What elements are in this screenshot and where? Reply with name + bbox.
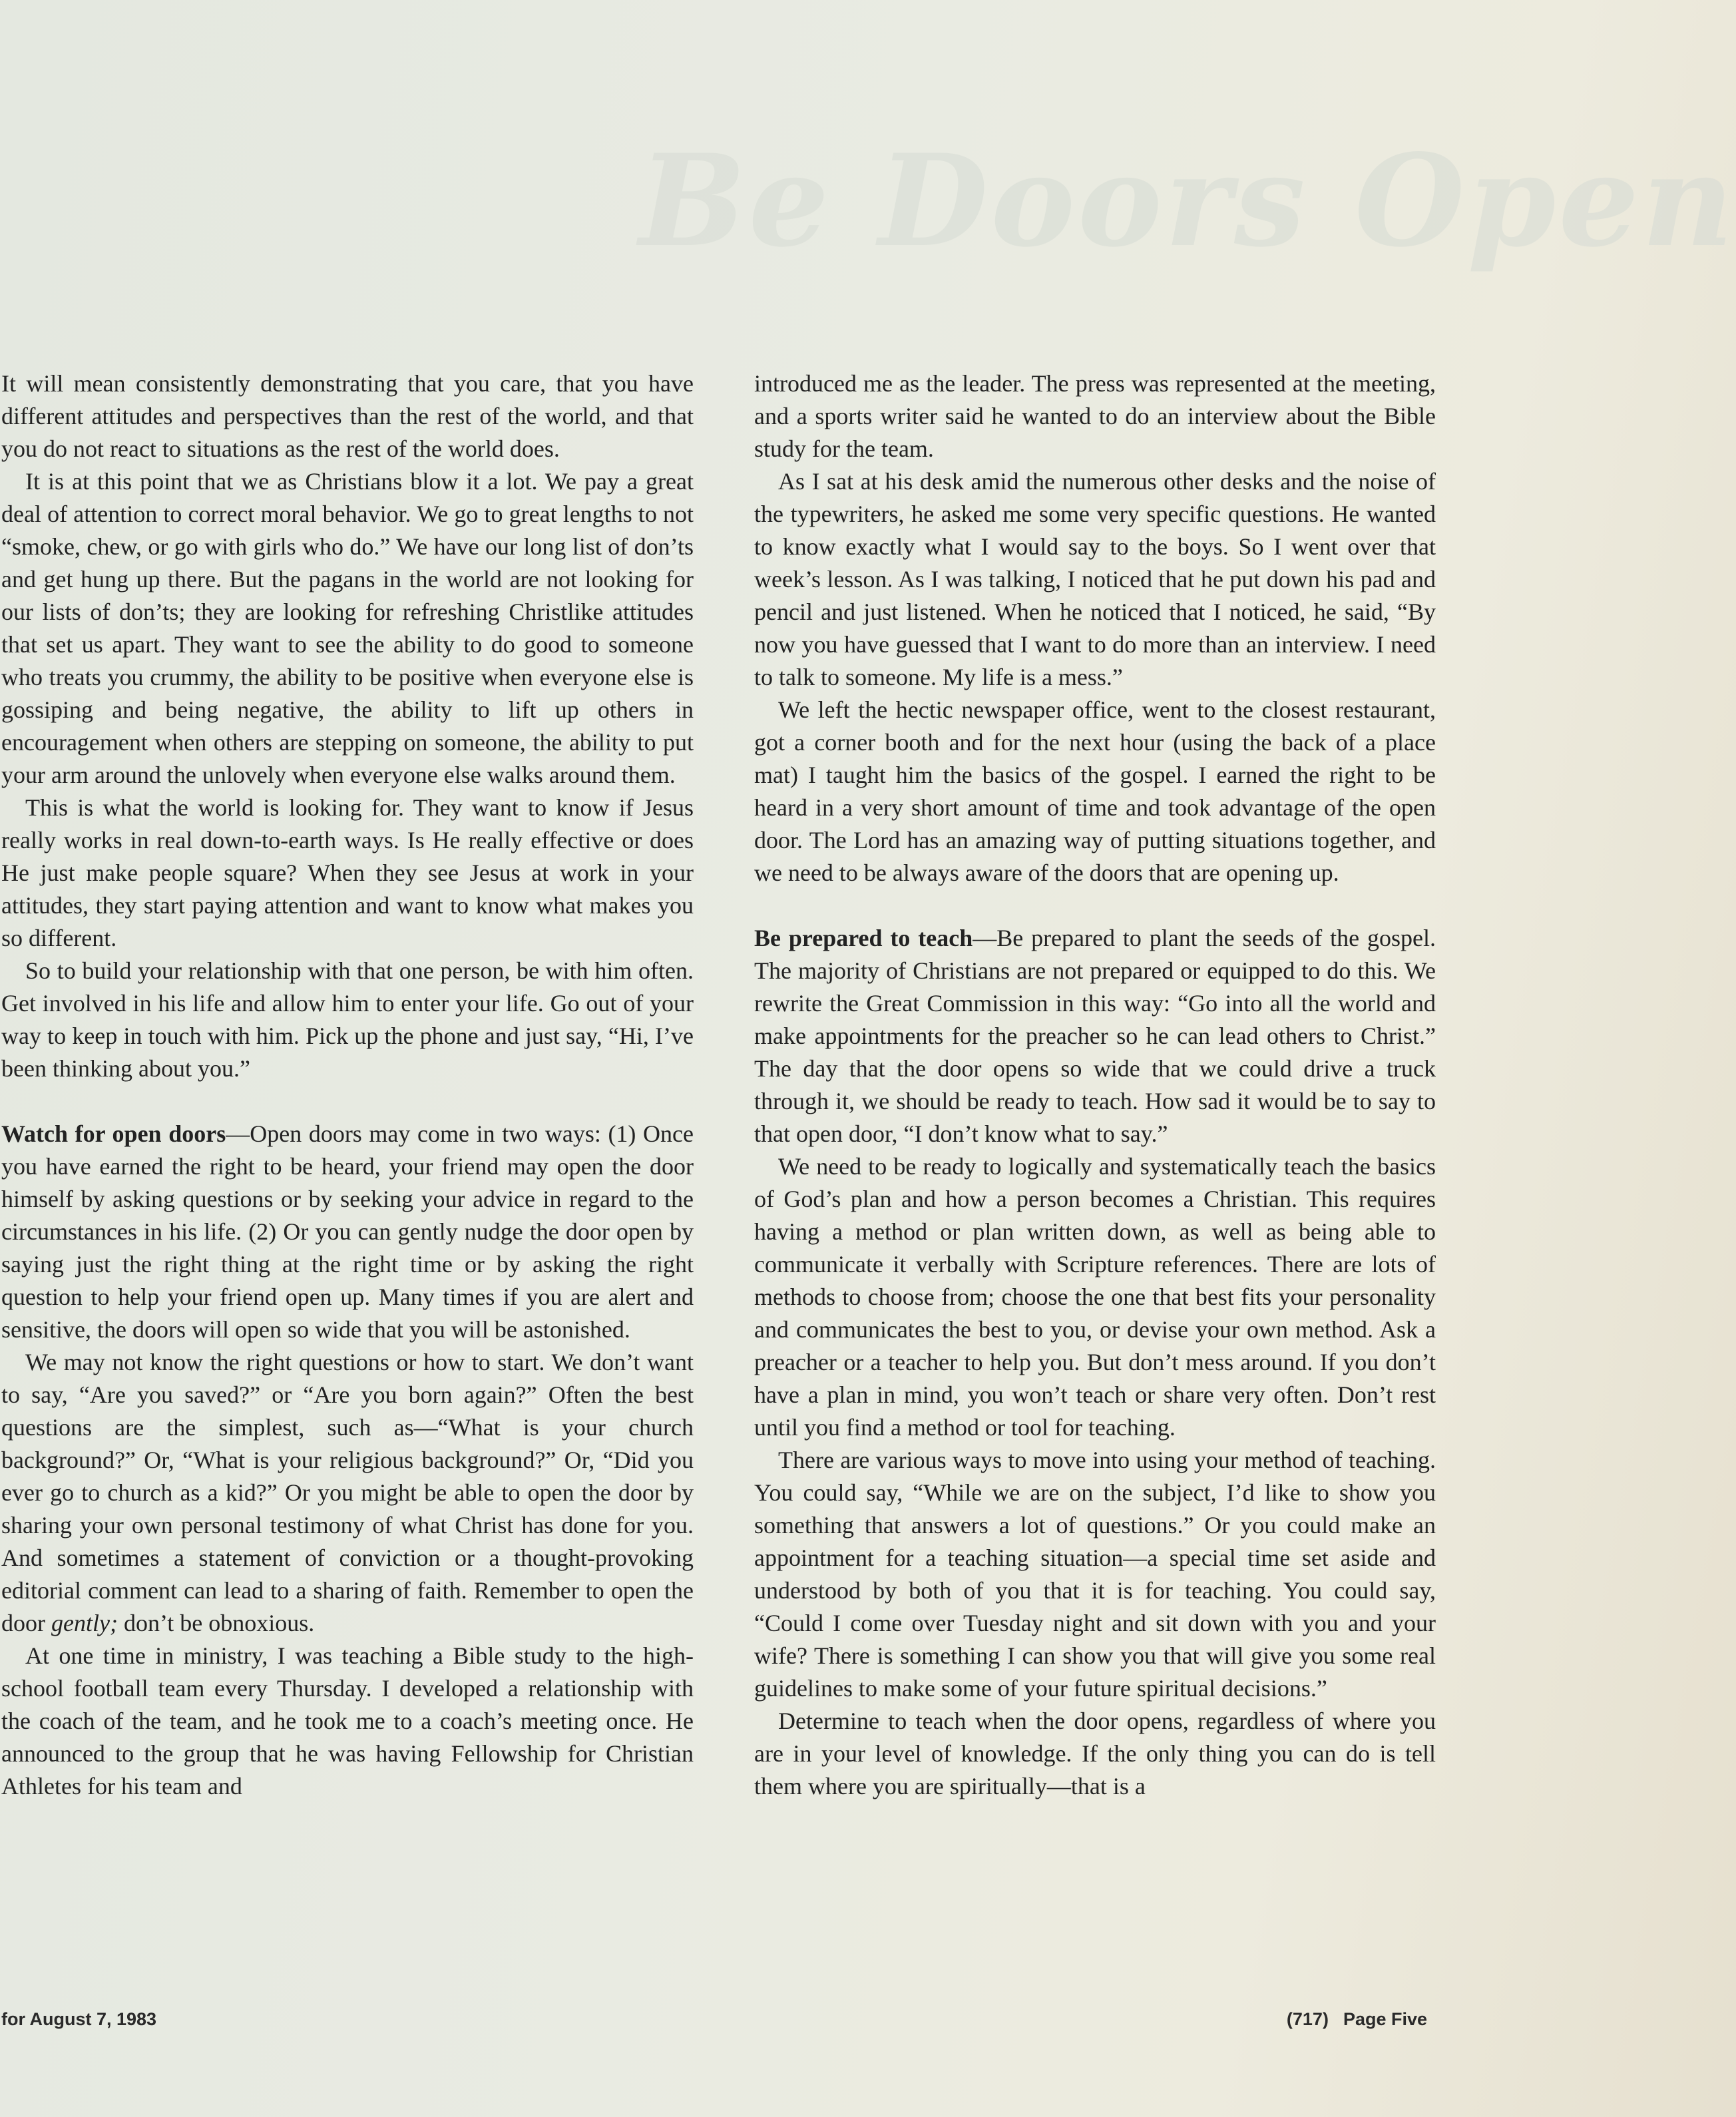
section-heading: Be prepared to teach xyxy=(754,925,973,951)
section-text: —Be prepared to plant the seeds of the gospel. The majority of Christians are not prepared or equipped to do this. We rewrite the Great Commission in this way: “Go into all the world and make appointments for the preacher so he can lead others to Christ.” The day that the door opens so wide that we could drive a truck through it, we should be ready to teach. How sad it would be to say to that open door, “I don’t know what to say.” xyxy=(754,925,1436,1147)
paragraph-text: We may not know the right questions or how to start. We don’t want to say, “Are you saved?” or “Are you born again?” Often the best questions are the simplest, such as—“What is your church background?” Or, “What is your religious background?” Or, “Did you ever go to church as a kid?” Or you might be able to open the door by sharing your own personal testimony of what Christ has done for you. And sometimes a statement of conviction or a thought-provoking editorial comment can lead to a sharing of faith. Remember to open the door xyxy=(1,1349,694,1636)
paragraph: At one time in ministry, I was teaching a Bible study to the high-school football team every Thursday. I developed a relationship with the coach of the team, and he took me to a coach’s meeting once. He announced to the group that he was having Fellowship for Christian Athletes for his team and xyxy=(1,1642,694,1799)
paragraph: introduced me as the leader. The press was represented at the meeting, and a sports writer said he wanted to do an interview about the Bible study for the team. xyxy=(754,370,1436,462)
page-number: (717) xyxy=(1286,2009,1329,2029)
section-open-doors xyxy=(1,1118,694,1346)
footer-date: for August 7, 1983 xyxy=(1,2009,157,2029)
paragraph: We left the hectic newspaper office, went to the closest restaurant, got a corner booth and for the next hour (using the back of a place mat) I taught him the basics of the gospel. I earned the right to be heard in a very short amount of time and took advantage of the open door. The Lord has an amazing way of putting situations together, and we need to be always aware of the doors that are opening up. xyxy=(754,696,1436,886)
section-text: —Open doors may come in two ways: (1) Once you have earned the right to be heard, your friend may open the door himself by asking questions or by seeking your advice in regard to the circumstances in his life. (2) Or you can gently nudge the door open by saying just the right thing at the right time or by asking the right question to help your friend open up. Many times if you are alert and sensitive, the doors will open so wide that you will be astonished. xyxy=(1,1120,694,1343)
paragraph: It will mean consistently demonstrating that you care, that you have different attitudes and perspectives than the rest of the world, and that you do not react to situations as the rest of the world does. xyxy=(1,370,694,462)
emphasis: gently; xyxy=(51,1610,118,1636)
footer-page xyxy=(1272,2009,1427,2030)
right-column xyxy=(754,367,1436,1803)
paragraph xyxy=(1,1346,694,1640)
faded-heading: Be Doors Open xyxy=(639,126,1736,275)
section-prepared-to-teach xyxy=(754,922,1436,1150)
paragraph: So to build your relationship with that one person, be with him often. Get involved in his life and allow him to enter your life. Go out of your way to keep in touch with him. Pick up the phone and just say, “Hi, I’ve been thinking about you.” xyxy=(1,957,694,1082)
left-column xyxy=(1,367,694,1803)
paragraph: Determine to teach when the door opens, regardless of where you are in your level of knowledge. If the only thing you can do is tell them where you are spiritually—that is a xyxy=(754,1708,1436,1799)
paragraph: We need to be ready to logically and systematically teach the basics of God’s plan and how a person becomes a Christian. This requires having a method or plan written down, as well as being able to communicate it verbally with Scripture references. There are lots of methods to choose from; choose the one that best fits your personality and communicates the best to you, or devise your own method. Ask a preacher or a teacher to help you. But don’t mess around. If you don’t have a plan in mind, you won’t teach or share very often. Don’t rest until you find a method or tool for teaching. xyxy=(754,1153,1436,1441)
paragraph: There are various ways to move into using your method of teaching. You could say, “While we are on the subject, I’d like to show you something that answers a lot of questions.” Or you could make an appointment for a teaching situation—a special time set aside and understood by both of you that it is for teaching. You could say, “Could I come over Tuesday night and sit down with you and your wife? There is something I can show you that will give you some real guidelines to make some of your future spiritual decisions.” xyxy=(754,1447,1436,1702)
paragraph: It is at this point that we as Christians blow it a lot. We pay a great deal of attention to correct moral behavior. We go to great lengths to not “smoke, chew, or go with girls who do.” We have our long list of don’ts and get hung up there. But the pagans in the world are not looking for our lists of don’ts; they are looking for refreshing Christlike attitudes that set us apart. They want to see the ability to do good to someone who treats you crummy, the ability to be positive when everyone else is gossiping and being negative, the ability to lift up others in encouragement when others are stepping on someone, the ability to put your arm around the unlovely when everyone else walks around them. xyxy=(1,468,694,788)
paragraph-text: don’t be obnoxious. xyxy=(117,1610,315,1636)
section-heading: Watch for open doors xyxy=(1,1120,226,1147)
paragraph: As I sat at his desk amid the numerous other desks and the noise of the typewriters, he asked me some very specific questions. He wanted to know exactly what I would say to the boys. So I went over that week’s lesson. As I was talking, I noticed that he put down his pad and pencil and just listened. When he noticed that I noticed, he said, “By now you have guessed that I want to do more than an interview. I need to talk to someone. My life is a mess.” xyxy=(754,468,1436,690)
paragraph: This is what the world is looking for. They want to know if Jesus really works in real down-to-earth ways. Is He really effective or does He just make people square? When they see Jesus at work in your attitudes, they start paying attention and want to know what makes you so different. xyxy=(1,794,694,951)
page-label: Page Five xyxy=(1343,2009,1427,2029)
